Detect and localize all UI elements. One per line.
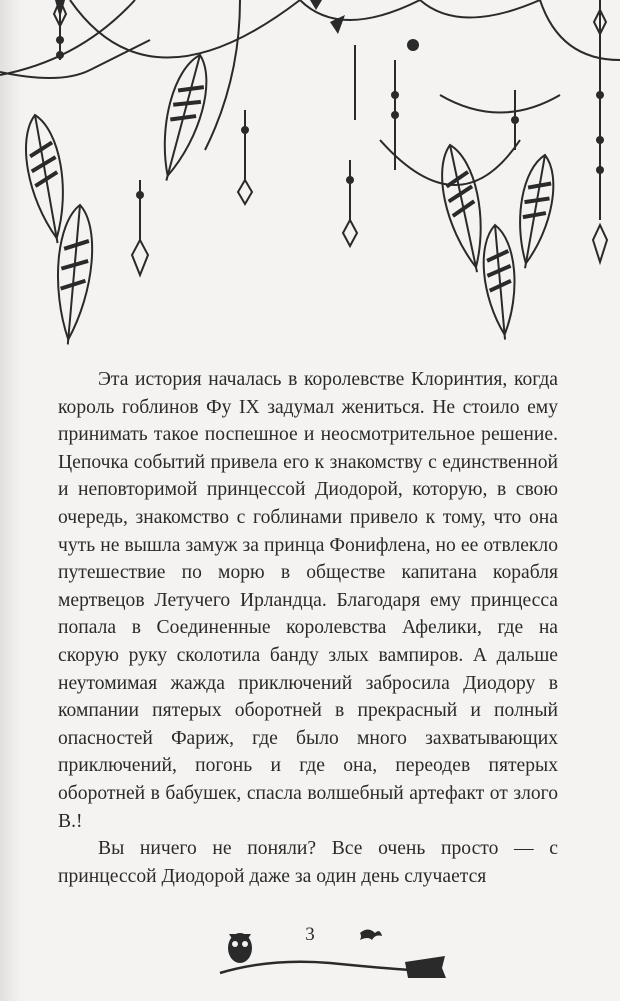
bat-icon [360, 930, 382, 941]
broom-icon [220, 962, 410, 973]
owl-icon [228, 933, 252, 963]
body-text [58, 366, 558, 890]
paragraph-1: Эта история началась в королевстве Клоринтия, когда король гоблинов Фу IX задумал жениться. Не стоило ему принимать такое поспешное и неосмотрительное решение. Цепочка событий привела его к знакомству с единственной и неповторимой принцессой Диодорой, которую, в свою очередь, знакомство с гоблинами привело к тому, что она чуть не вышла замуж за принца Фонифлена, но ее отвлекло путешествие по морю в обществе капитана корабля мертвецов Летучего Ирландца. Благодаря ему принцесса попала в Соединенные королевства Афелики, где на скорую руку сколотила банду злых вампиров. А дальше неутомимая жажда приключений забросила Диодору в компании пятерых оборотней в прекрасный и полный опасностей Фариж, где было много захватывающих приключений, погонь и где она, переодев пятерых оборотней в бабушек, спасла волшебный артефакт от злого В.! [58, 369, 558, 832]
paragraph-2: Вы ничего не поняли? Все очень просто — с принцессой Диодорой даже за один день случается [58, 838, 558, 887]
feather-garland-illustration [0, 0, 620, 350]
footer-ornament [210, 918, 450, 988]
page-number: 3 [305, 924, 315, 945]
